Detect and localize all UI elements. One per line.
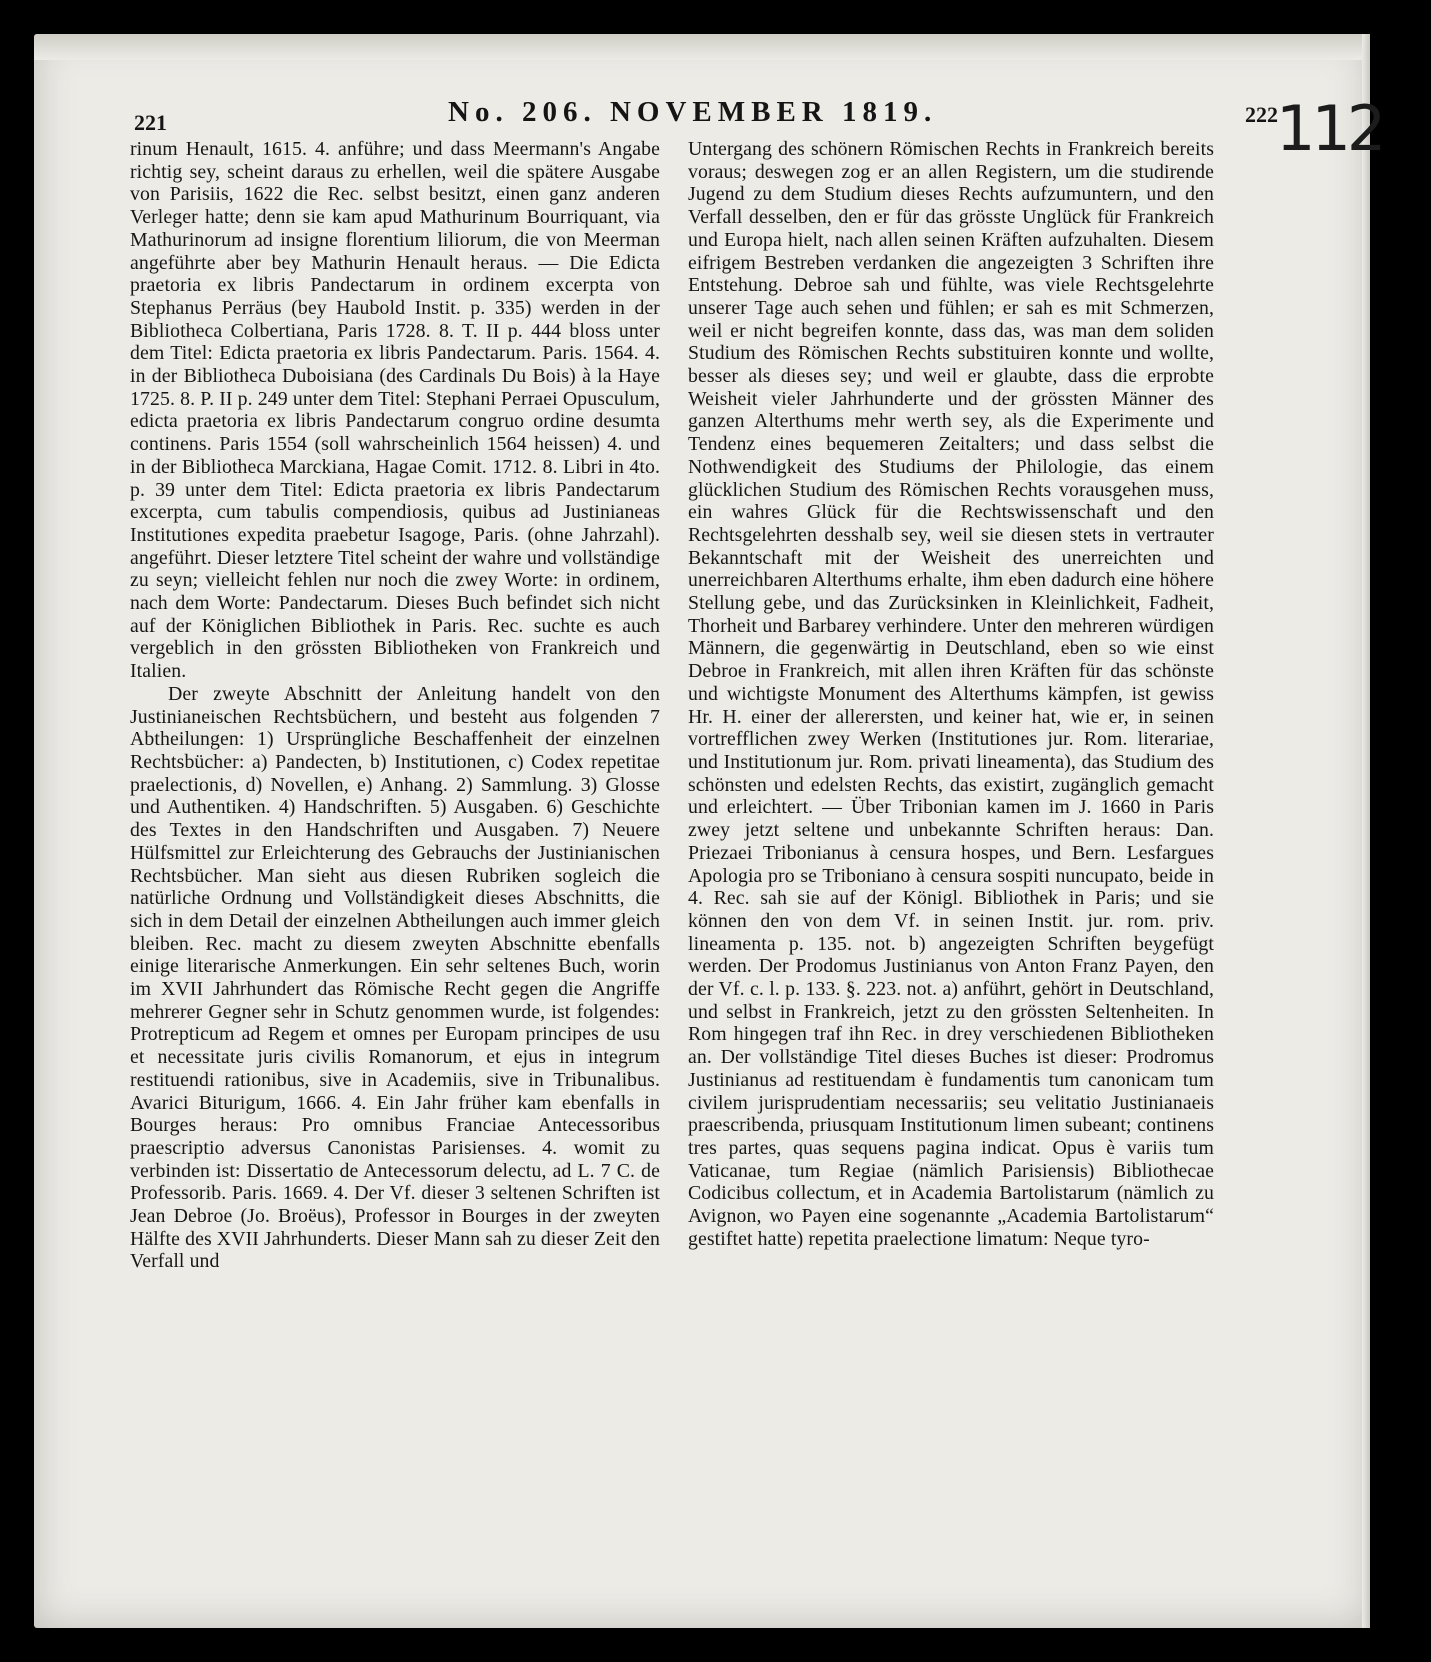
page-number-left: 221 bbox=[134, 110, 167, 135]
page-fold-shadow bbox=[34, 34, 1370, 60]
left-paragraph-2: Der zweyte Abschnitt der Anleitung handelt von den Justinianeischen Rechtsbüchern, und besteht aus folgenden 7 Abtheilungen: 1) Ursprüngliche Beschaffenheit der einzelnen Rechtsbücher: a) Pandecten, b) Institutionen, c) Codex repetitae praelectionis, d) Novellen, e) Anhang. 2) Sammlung. 3) Glosse und Authentiken. 4) Handschriften. 5) Ausgaben. 6) Geschichte des Textes in den Handschriften und Ausgaben. 7) Neuere Hülfsmittel zur Erleichterung des Gebrauchs der Justinianischen Rechtsbücher. Man sieht aus diesen Rubriken sogleich die natürliche Ordnung und Vollständigkeit dieses Abschnitts, die sich in dem Detail der einzelnen Abtheilungen auch immer gleich bleiben. Rec. macht zu diesem zweyten Abschnitte ebenfalls einige literarische Anmerkungen. Ein sehr seltenes Buch, worin im XVII Jahrhundert das Römische Recht gegen die Angriffe mehrerer Gegner sehr in Schutz genommen wurde, ist folgendes: Protrepticum ad Regem et omnes per Europam principes de usu et necessitate juris civilis Romanorum, et ejus in integrum restituendi rationibus, sive in Academiis, sive in Tribunalibus. Avarici Biturigum, 1666. 4. Ein Jahr früher kam ebenfalls in Bourges heraus: Pro omnibus Franciae Antecessoribus praescriptio adversus Canonistas Parisienses. 4. womit zu verbinden ist: Dissertatio de Antecessorum delectu, ad L. 7 C. de Professorib. Paris. 1669. 4. Der Vf. dieser 3 seltenen Schriften ist Jean Debroe (Jo. Broëus), Professor in Bourges in der zweyten Hälfte des XVII Jahrhunderts. Dieser Mann sah zu dieser Zeit den Verfall und bbox=[130, 682, 660, 1273]
page-number-right: 222 bbox=[1245, 102, 1278, 127]
right-paragraph-1: Untergang des schönern Römischen Rechts in Frankreich bereits voraus; deswegen zog er an allen Registern, um die studirende Jugend zu dem Studium dieses Rechts aufzumuntern, und den Verfall desselben, den er für das grösste Unglück für Frankreich und Europa hielt, nach allen seinen Kräften aufzuhalten. Diesem eifrigem Bestreben verdanken die angezeigten 3 Schriften ihre Entstehung. Debroe sah und fühlte, was viele Rechtsgelehrte unserer Tage auch sehen und fühlen; er sah es mit Schmerzen, weil er nicht begreifen konnte, dass das, was man dem soliden Studium des Römischen Rechts substituiren konnte und wollte, besser als dieses sey; und weil er glaubte, dass die erprobte Weisheit vieler Jahrhunderte und der grössten Männer des ganzen Alterthums mehr werth sey, als die Experimente und Tendenz eines bequemeren Zeitalters; und dass selbst die Nothwendigkeit des Studiums der Philologie, das einem glücklichen Studium des Römischen Rechts vorausgehen muss, ein wahres Glück für die Rechtswissenschaft und den Rechtsgelehrten desshalb sey, weil sie diesen stets in vertrauter Bekanntschaft mit der Weisheit des unerreichten und unerreichbaren Alterthums erhalte, ihm eben dadurch eine höhere Stellung gebe, und das Zurücksinken in Kleinlichkeit, Fadheit, Thorheit und Barbarey verhindere. Unter den mehreren würdigen Männern, die gegenwärtig in Deutschland, eben so wie einst Debroe in Frankreich, mit allen ihren Kräften für das schönste und wichtigste Monument des Alterthums kämpfen, ist gewiss Hr. H. einer der allerersten, und keiner hat, wie er, in seinen vortrefflichen zwey Werken (Institutiones jur. Rom. literariae, und Institutionum jur. Rom. privati lineamenta), das Studium des schönsten und edelsten Rechts, das existirt, zugänglich gemacht und erleichtert. — Über Tribonian kamen im J. 1660 in Paris zwey jetzt seltene und unbekannte Schriften heraus: Dan. Priezaei Tribonianus à censura hospes, und Bern. Lesfargues Apologia pro se Triboniano à censura sospiti nuncupato, beide in 4. Rec. sah sie auf der Königl. Bibliothek in Paris; und sie können den von dem Vf. in seinen Instit. jur. rom. priv. lineamenta p. 135. not. b) angezeigten Schriften beygefügt werden. Der Prodomus Justinianus von Anton Franz Payen, den der Vf. c. l. p. 133. §. 223. not. a) anführt, gehört in Deutschland, und selbst in Frankreich, jetzt zu den grössten Seltenheiten. In Rom hingegen traf ihn Rec. in drey verschiedenen Bibliotheken an. Der vollständige Titel dieses Buches ist dieser: Prodromus Justinianus ad restituendam è fundamentis tum canonicam tum civilem jurisprudentiam necessariis; seu velitatio Justinianaeis praescribenda, priusquam Institutionum limen subeant; continens tres partes, quas sequens pagina indicat. Opus è variis tum Vaticanae, tum Regiae (nämlich Parisiensis) Bibliothecae Codicibus collectum, et in Academia Bartolistarum (nämlich zu Avignon, wo Payen eine sogenannte „Academia Bartolistarum“ gestiftet hatte) repetita praelectione limatum: Neque tyro- bbox=[688, 138, 1214, 1250]
issue-heading: No. 206. NOVEMBER 1819. bbox=[448, 96, 938, 128]
right-column bbox=[688, 138, 1214, 1250]
page-edge-shadow bbox=[1362, 34, 1370, 1628]
handwritten-folio-number: 112 bbox=[1276, 92, 1383, 165]
left-paragraph-1: rinum Henault, 1615. 4. anführe; und dass Meermann's Angabe richtig sey, scheint daraus zu erhellen, weil die spätere Ausgabe von Parisiis, 1622 die Rec. selbst besitzt, einen ganz anderen Verleger hatte; denn sie kam apud Mathurinum Bourriquant, via Mathurinorum ad insigne florentium liliorum, die von Meerman angeführte aber bey Mathurin Henault heraus. — Die Edicta praetoria ex libris Pandectarum in ordinem excerpta von Stephanus Perräus (bey Haubold Instit. p. 335) werden in der Bibliotheca Colbertiana, Paris 1728. 8. T. II p. 444 bloss unter dem Titel: Edicta praetoria ex libris Pandectarum. Paris. 1564. 4. in der Bibliotheca Duboisiana (des Cardinals Du Bois) à la Haye 1725. 8. P. II p. 249 unter dem Titel: Stephani Perraei Opusculum, edicta praetoria ex libris Pandectarum congruo ordine desumta continens. Paris 1554 (soll wahrscheinlich 1564 heissen) 4. und in der Bibliotheca Marckiana, Hagae Comit. 1712. 8. Libri in 4to. p. 39 unter dem Titel: Edicta praetoria ex libris Pandectarum excerpta, cum tabulis compendiosis, quibus ad Justinianeas Institutiones expedita praebetur Isagoge, Paris. (ohne Jahrzahl). angeführt. Dieser letztere Titel scheint der wahre und vollständige zu seyn; vielleicht fehlen nur noch die zwey Worte: in ordinem, nach dem Worte: Pandectarum. Dieses Buch befindet sich nicht auf der Königlichen Bibliothek in Paris. Rec. suchte es auch vergeblich in den grössten Bibliotheken von Frankreich und Italien. bbox=[130, 138, 660, 683]
running-head bbox=[0, 92, 1431, 135]
left-column bbox=[130, 138, 660, 1273]
